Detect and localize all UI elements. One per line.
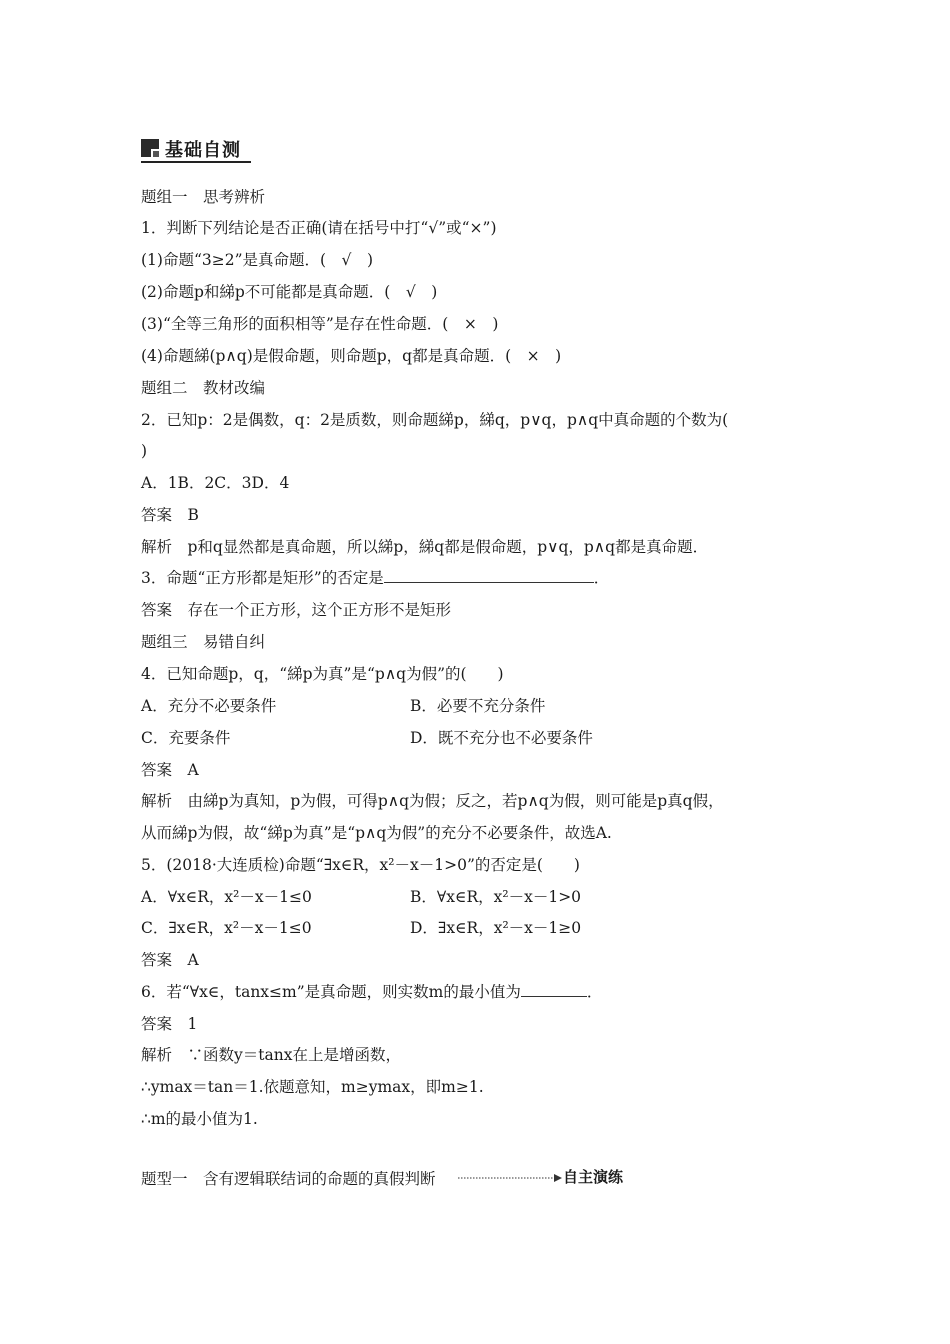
option-a: A．∀x∈R，x²－x－1≤0: [141, 888, 312, 906]
question-2-stem-end: ): [141, 442, 148, 460]
answer-blank: [384, 568, 594, 583]
question-4-analysis-2: 从而綈p为假，故“綈p为真”是“p∧q为假”的充分不必要条件，故选A.: [141, 824, 612, 842]
type-title: 题型一 含有逻辑联结词的命题的真假判断: [141, 1170, 436, 1188]
section-title: 基础自测: [165, 140, 241, 161]
option-b: B．∀x∈R，x²－x－1>0: [410, 888, 582, 906]
question-4-stem: 4．已知命题p，q，“綈p为真”是“p∧q为假”的( ): [141, 665, 504, 683]
self-practice-label: 自主演练: [563, 1168, 624, 1186]
question-1-item-2: (2)命题p和綈p不可能都是真命题．( √ ): [141, 283, 438, 301]
type-heading: [141, 1169, 436, 1189]
question-3-stem-text: 3．命题“正方形都是矩形”的否定是: [141, 569, 384, 587]
question-3-stem: [141, 568, 609, 588]
option-c: C．∃x∈R，x²－x－1≤0: [141, 919, 312, 937]
question-3-answer: 答案 存在一个正方形，这个正方形不是矩形: [141, 601, 452, 619]
question-5-answer: 答案 A: [141, 951, 199, 969]
question-6-stem: [141, 982, 602, 1002]
section-rule: [141, 161, 251, 163]
question-4-answer: 答案 A: [141, 761, 199, 779]
question-6-stem-text: 6．若“∀x∈，tanx≤m”是真命题，则实数m的最小值为: [141, 983, 521, 1001]
group-2-heading: 题组二 教材改编: [141, 379, 266, 397]
question-1-stem: 1．判断下列结论是否正确(请在括号中打“√”或“×”): [141, 219, 497, 237]
question-6-stem-end: ．: [586, 983, 603, 1001]
question-5-stem: 5．(2018·大连质检)命题“∃x∈R，x²－x－1>0”的否定是( ): [141, 856, 580, 874]
option-b: B．必要不充分条件: [410, 697, 546, 715]
question-2-stem: 2．已知p：2是偶数，q：2是质数，则命题綈p，綈q，p∨q，p∧q中真命题的个数为(: [141, 411, 729, 429]
question-2-answer: 答案 B: [141, 506, 199, 524]
option-d: D．∃x∈R，x²－x－1≥0: [410, 919, 582, 937]
question-4-options-row-2: [141, 728, 230, 748]
dotted-arrow-icon: [458, 1171, 562, 1185]
group-3-heading: 题组三 易错自纠: [141, 633, 266, 651]
question-6-answer: 答案 1: [141, 1015, 198, 1033]
question-1-item-1: (1)命题“3≥2”是真命题．( √ ): [141, 251, 373, 269]
question-1-item-4: (4)命题綈(p∧q)是假命题，则命题p，q都是真命题．( × ): [141, 347, 562, 365]
option-c: C．充要条件: [141, 729, 231, 747]
question-1-item-3: (3)“全等三角形的面积相等”是存在性命题．( × ): [141, 315, 499, 333]
question-4-options-row-1: [141, 696, 276, 716]
question-4-analysis-1: 解析 由綈p为真知，p为假，可得p∧q为假；反之，若p∧q为假，则可能是p真q假，: [141, 792, 724, 810]
question-3-stem-end: ．: [593, 569, 610, 587]
section-square-icon: [141, 139, 159, 157]
answer-blank: [521, 982, 587, 997]
question-6-analysis-3: ∴m的最小值为1.: [141, 1110, 258, 1128]
question-2-options: A．1B．2C．3D．4: [141, 474, 290, 492]
option-a: A．充分不必要条件: [141, 697, 277, 715]
option-d: D．既不充分也不必要条件: [410, 729, 593, 747]
question-6-analysis-2: ∴ymax＝tan＝1.依题意知，m≥ymax，即m≥1.: [141, 1078, 484, 1096]
question-6-analysis-1: 解析 ∵函数y＝tanx在上是增函数，: [141, 1046, 401, 1064]
question-2-analysis: 解析 p和q显然都是真命题，所以綈p，綈q都是假命题，p∨q，p∧q都是真命题．: [141, 538, 709, 556]
group-1-heading: 题组一 思考辨析: [141, 188, 266, 206]
